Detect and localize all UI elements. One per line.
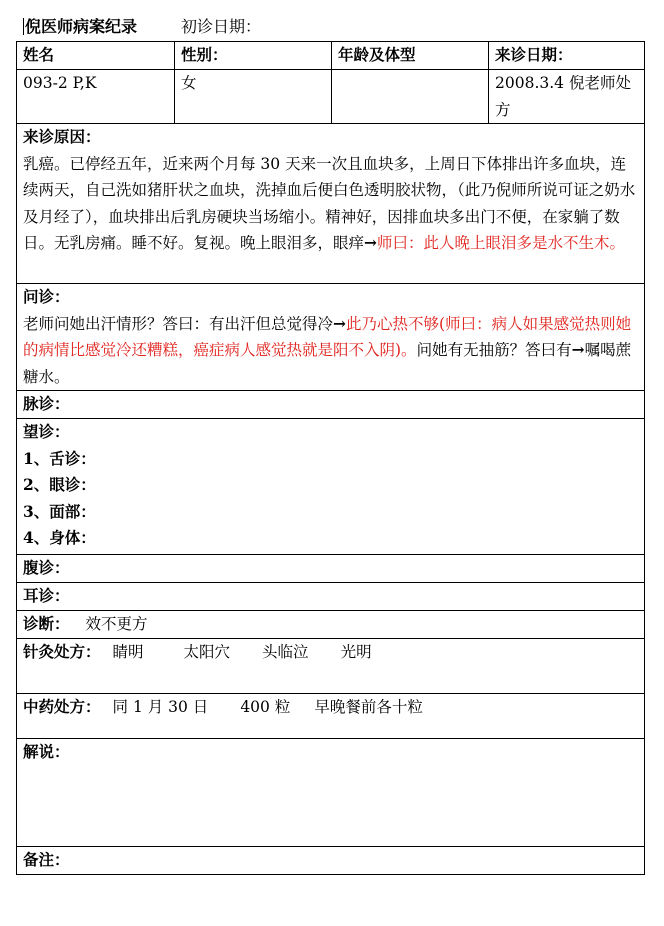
arrow-right-icon: →	[571, 340, 585, 359]
explanation-label: 解说：	[17, 739, 645, 847]
observation-label: 望诊：	[23, 422, 70, 441]
patient-info-row	[17, 70, 645, 124]
case-record-table	[16, 41, 645, 875]
body-label: 4、身体：	[23, 528, 96, 547]
pulse-label: 脉诊：	[17, 391, 645, 419]
gender-header: 性别：	[175, 42, 332, 70]
reason-label: 来诊原因：	[23, 127, 101, 146]
remarks-label: 备注：	[17, 847, 645, 875]
acupuncture-row	[17, 639, 645, 694]
inquiry-cell	[17, 284, 645, 391]
record-title: 倪医师病案纪录	[25, 17, 138, 36]
herbal-quantity: 400 粒	[240, 698, 291, 716]
patient-age-body	[332, 70, 489, 124]
first-visit-date-label: 初诊日期：	[181, 17, 262, 36]
arrow-right-icon: →	[333, 313, 347, 333]
inquiry-text-sweat: 老师问她出汗情形？答曰：有出汗但总觉得冷	[23, 314, 334, 333]
eye-label: 2、眼诊：	[23, 475, 96, 494]
acupoint-jingming: 睛明	[112, 643, 144, 661]
acupoint-taiyang: 太阳穴	[183, 643, 231, 661]
patient-header-row	[17, 42, 645, 70]
reason-teacher-note: 师曰：此人晚上眼泪多是水不生木。	[377, 234, 626, 252]
abdomen-label: 腹诊：	[17, 555, 645, 583]
diagnosis-cell	[17, 611, 645, 639]
patient-gender: 女	[175, 70, 332, 124]
inquiry-text-cramps: 问她有无抽筋？答曰有	[416, 341, 572, 359]
inquiry-row	[17, 284, 645, 391]
visit-date-header: 来诊日期：	[489, 42, 645, 70]
acupuncture-cell	[17, 639, 645, 694]
abdomen-row	[17, 555, 645, 583]
herbal-cell	[17, 694, 645, 739]
herbal-same-as: 同 1 月 30 日	[112, 698, 209, 716]
text-cursor	[23, 18, 24, 35]
explanation-row	[17, 739, 645, 847]
herbal-dosage: 早晚餐前各十粒	[314, 698, 423, 716]
age-body-header: 年龄及体型	[332, 42, 489, 70]
inquiry-label: 问诊：	[23, 287, 70, 306]
inquiry-teacher-note: 此乃心热不够(师曰：病人如果感觉热则她的病情比感觉冷还糟糕，癌症病人感觉热就是阳不入阴)。	[23, 314, 632, 359]
acupuncture-label: 针灸处方：	[23, 642, 101, 661]
face-label: 3、面部：	[23, 501, 96, 521]
inquiry-body	[23, 311, 638, 391]
name-header: 姓名	[17, 42, 175, 70]
reason-cell	[17, 124, 645, 284]
ear-label: 耳诊：	[17, 583, 645, 611]
herbal-label: 中药处方：	[23, 697, 101, 716]
acupoint-guangming: 光明	[340, 643, 372, 661]
acupoint-toulinqi: 头临泣	[262, 643, 309, 661]
reason-text: 乳癌。已停经五年，近来两个月每 30 天来一次且血块多，上周日下体排出许多血块，连续两天，自己洗如猪肝状之血块，洗掉血后便白色透明胶状物，（此乃倪师所说可证之奶水及月经了），血块排出后乳房硬块当场缩小。精神好，因排血块多出门不便，在家躺了数日。无乳房痛。睡不好。复视。晚上眼泪多，眼痒	[23, 154, 636, 252]
reason-row	[17, 124, 645, 284]
diagnosis-label: 诊断：	[23, 614, 70, 633]
patient-visit-date: 2008.3.4 倪老师处方	[489, 70, 645, 124]
ear-row	[17, 583, 645, 611]
herbal-row	[17, 694, 645, 739]
reason-body	[23, 151, 638, 257]
page-title-row	[23, 14, 643, 40]
arrow-right-icon: →	[364, 233, 378, 252]
observation-cell	[17, 419, 645, 555]
observation-row	[17, 419, 645, 555]
tongue-label: 1、舌诊：	[23, 448, 96, 468]
pulse-row	[17, 391, 645, 419]
inquiry-advice: 嘱喝蔗糖水。	[23, 341, 632, 386]
diagnosis-row	[17, 611, 645, 639]
remarks-row	[17, 847, 645, 875]
diagnosis-value: 效不更方	[85, 615, 148, 633]
patient-name: 093-2 P,K	[17, 70, 175, 124]
